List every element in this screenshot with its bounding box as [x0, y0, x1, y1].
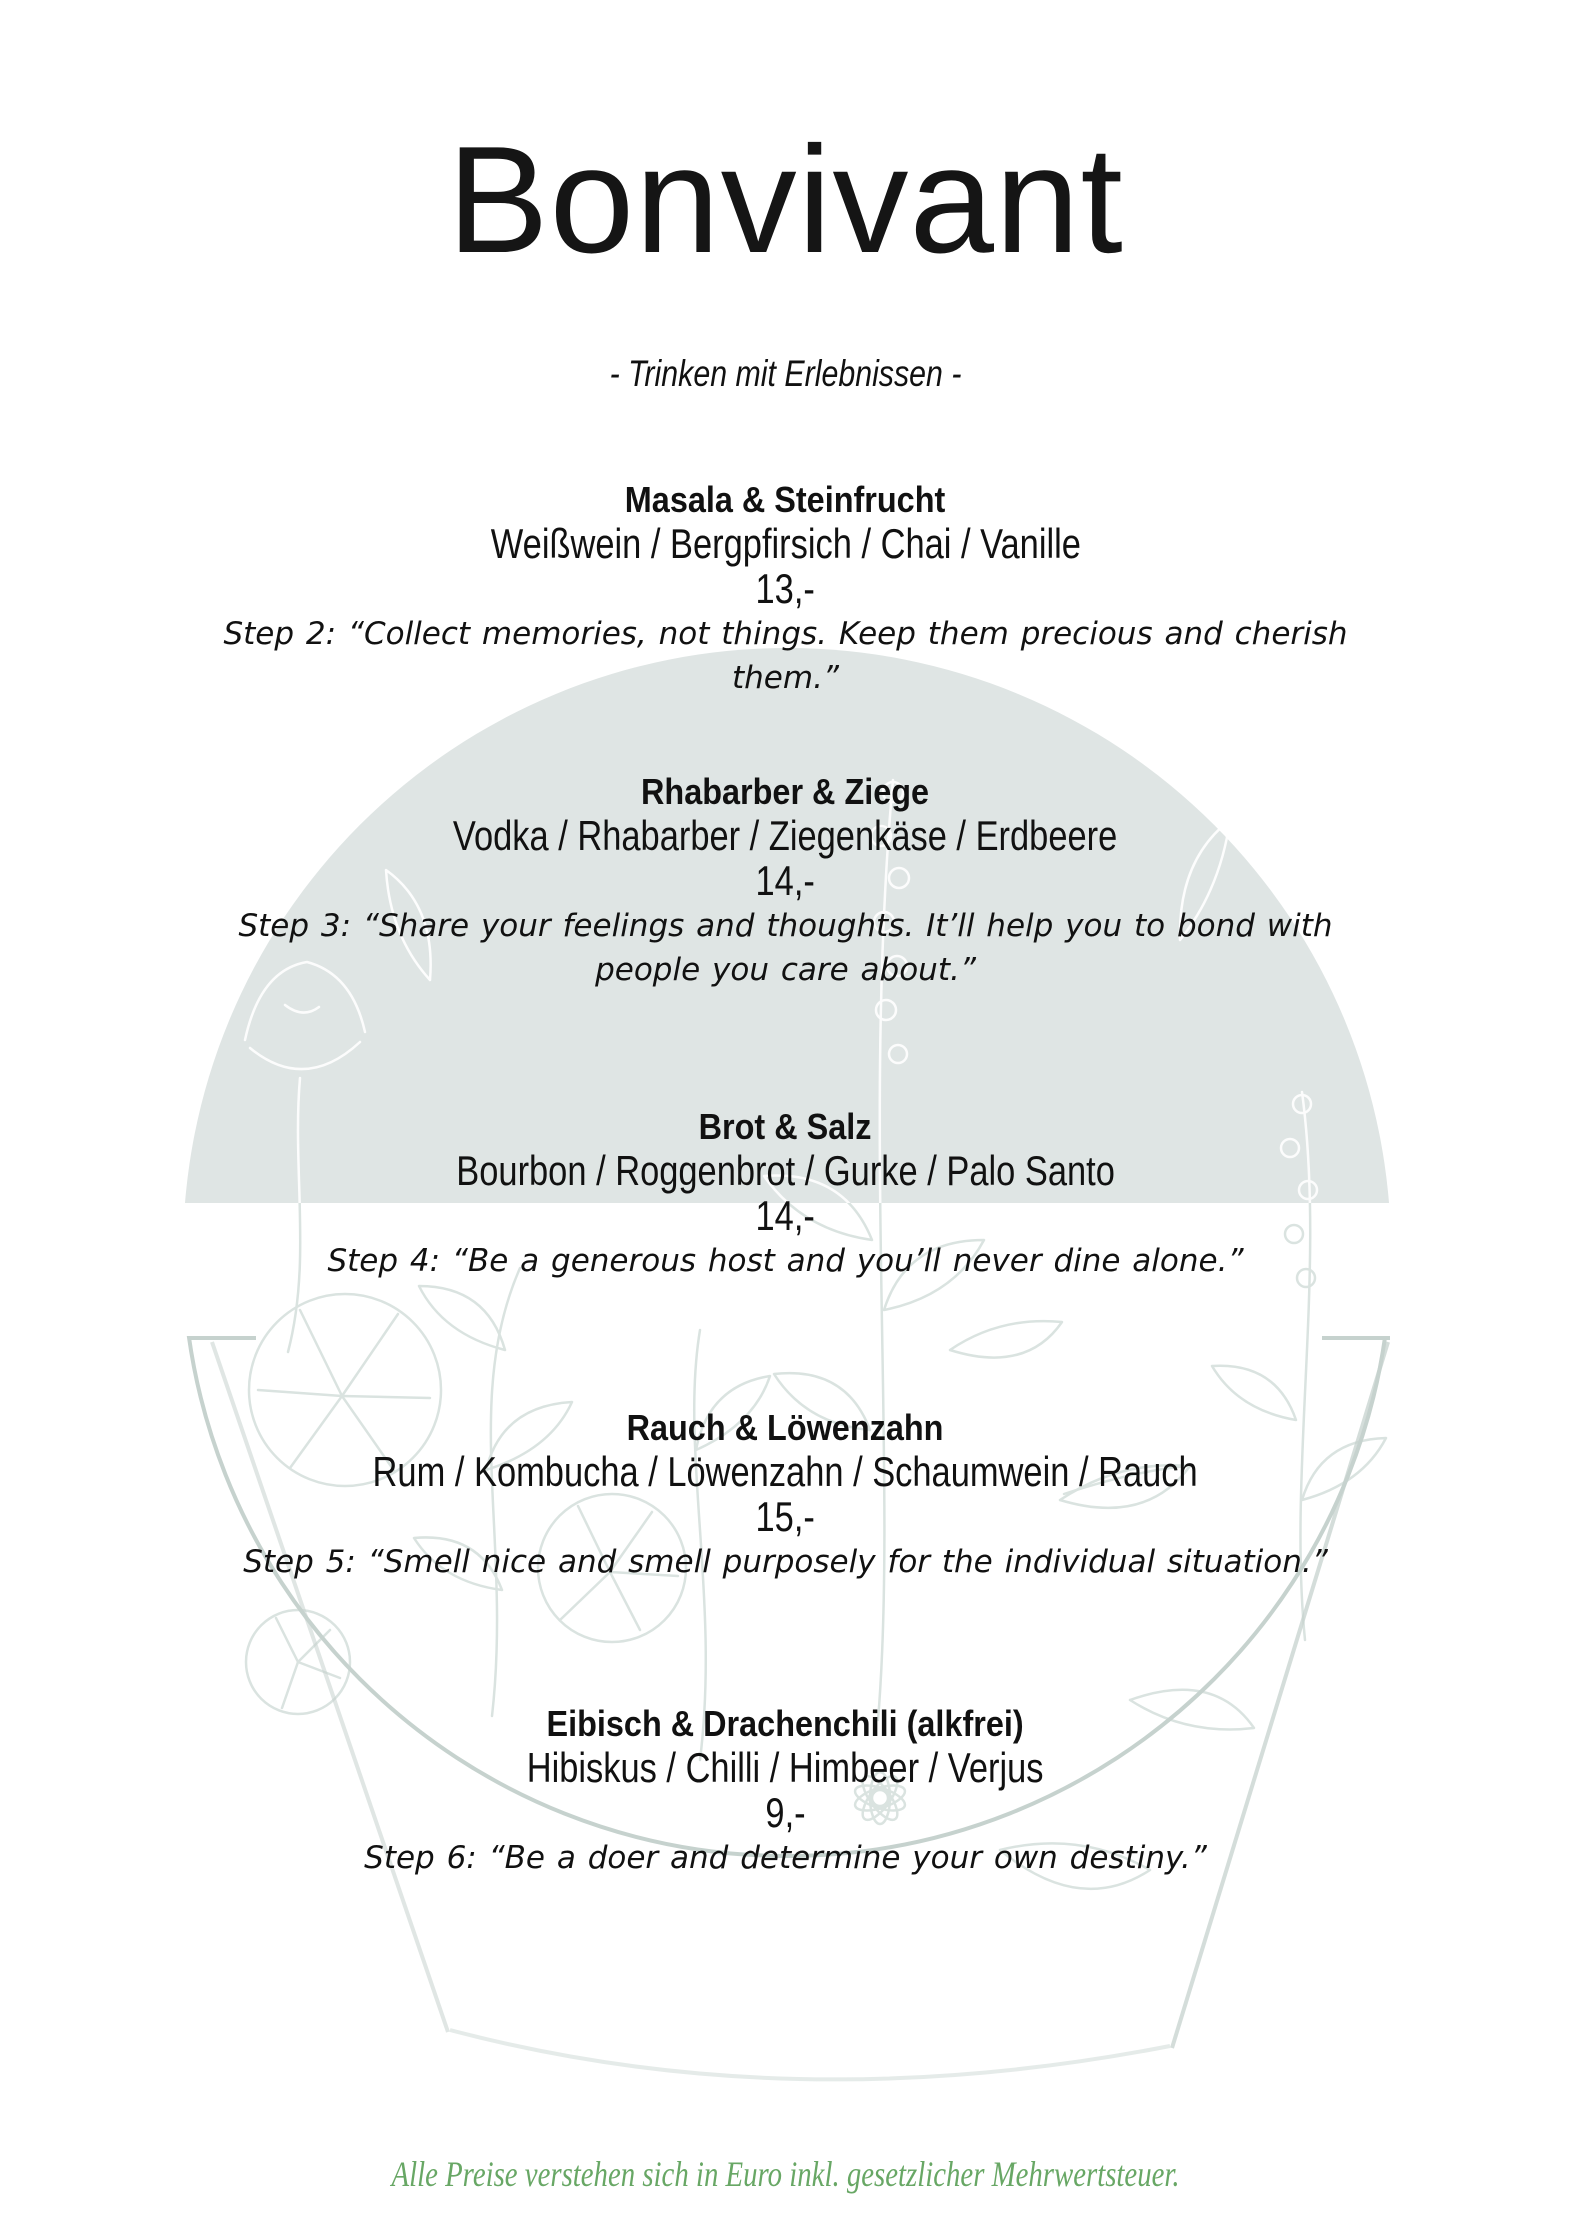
brand-logo	[0, 115, 1571, 285]
item-price	[0, 1193, 1571, 1239]
item-title	[0, 1406, 1571, 1450]
menu-item-rhabarber-ziege	[0, 770, 1571, 992]
item-ingredients	[0, 522, 1571, 566]
item-title	[0, 1702, 1571, 1746]
item-title	[0, 770, 1571, 814]
item-title-text: Brot & Salz	[699, 1106, 872, 1147]
item-step-quote: Step 2: “Collect memories, not things. Keep them precious and cherish them.”	[223, 616, 1348, 696]
item-title	[0, 1105, 1571, 1149]
item-title	[0, 478, 1571, 522]
item-price-text: 9,-	[765, 1789, 806, 1836]
item-title-text: Rhabarber & Ziege	[641, 771, 930, 812]
footer-note	[0, 2152, 1571, 2196]
brand-logo-text: Bonvivant	[447, 115, 1124, 285]
item-price-text: 14,-	[755, 1192, 816, 1239]
tagline-text: - Trinken mit Erlebnissen -	[609, 353, 962, 394]
item-ingredients-text: Rum / Kombucha / Löwenzahn / Schaumwein / Rauch	[372, 1448, 1199, 1495]
item-price	[0, 1494, 1571, 1540]
item-step-quote: Step 4: “Be a generous host and you’ll never dine alone.”	[327, 1243, 1244, 1279]
menu-item-rauch-loewenzahn	[0, 1406, 1571, 1584]
item-ingredients	[0, 1746, 1571, 1790]
item-ingredients	[0, 814, 1571, 858]
item-ingredients	[0, 1149, 1571, 1193]
item-price-text: 14,-	[755, 857, 816, 904]
item-price-text: 15,-	[755, 1493, 816, 1540]
item-title-text: Rauch & Löwenzahn	[627, 1407, 944, 1448]
item-price	[0, 858, 1571, 904]
item-ingredients-text: Vodka / Rhabarber / Ziegenkäse / Erdbeere	[453, 812, 1118, 859]
item-title-text: Eibisch & Drachenchili (alkfrei)	[546, 1703, 1025, 1744]
item-price	[0, 1790, 1571, 1836]
item-step-quote: Step 6: “Be a doer and determine your own destiny.”	[364, 1840, 1207, 1876]
item-price	[0, 566, 1571, 612]
item-ingredients-text: Bourbon / Roggenbrot / Gurke / Palo Santo	[456, 1147, 1115, 1194]
menu-item-brot-salz	[0, 1105, 1571, 1283]
footer-note-text: Alle Preise verstehen sich in Euro inkl. gesetzlicher Mehrwertsteuer.	[391, 2154, 1180, 2194]
item-ingredients-text: Weißwein / Bergpfirsich / Chai / Vanille	[490, 520, 1081, 567]
item-step-quote: Step 5: “Smell nice and smell purposely for the individual situation.”	[243, 1544, 1328, 1580]
tagline	[0, 352, 1571, 396]
menu-item-masala-steinfrucht	[0, 478, 1571, 700]
item-price-text: 13,-	[755, 565, 816, 612]
item-ingredients	[0, 1450, 1571, 1494]
menu-item-eibisch-drachenchili	[0, 1702, 1571, 1880]
item-title-text: Masala & Steinfrucht	[625, 479, 946, 520]
item-ingredients-text: Hibiskus / Chilli / Himbeer / Verjus	[527, 1744, 1044, 1791]
item-step-quote: Step 3: “Share your feelings and thoughts. It’ll help you to bond with people you care about.”	[238, 908, 1333, 988]
